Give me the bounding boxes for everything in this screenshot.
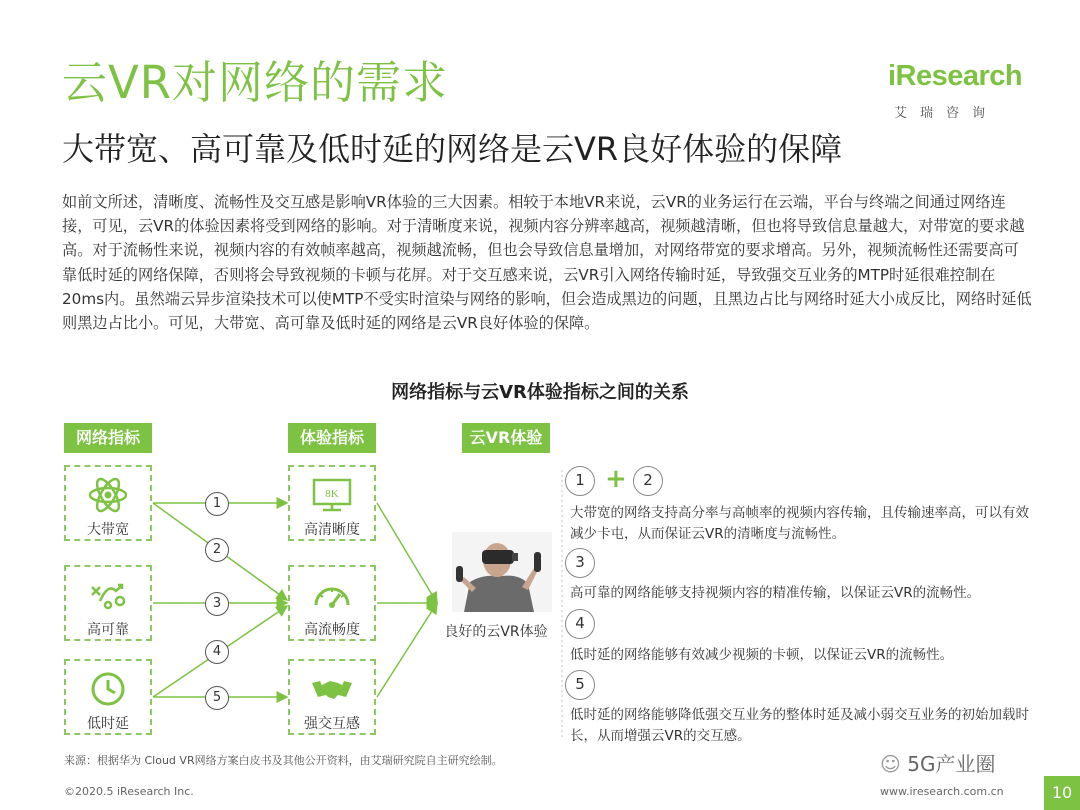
- experience-box-clarity: [288, 465, 376, 541]
- plus-icon: +: [605, 464, 627, 494]
- note-text-2: 高可靠的网络能够支持视频内容的精准传输，以保证云VR的流畅性。: [570, 585, 981, 601]
- network-label-latency: 低时延: [87, 716, 129, 732]
- body-paragraph: 如前文所述，清晰度、流畅性及交互感是影响VR体验的三大因素。相较于本地VR来说，云VR的业务运行在云端，平台与终端之间通过网络连接，可见，云VR的体验因素将受到网络的影响。对于清晰度来说，视频内容分辨率越高，视频越清晰，但也将导致信息量越大，对带宽的要求越高。对于流畅性来说，视频内容的有效帧率越高，视频越流畅，但也会导致信息量增加，对网络带宽的要求增高。另外，视频流畅性还需要高可靠低时延的网络保障，否则将会导致视频的卡顿与花屏。对于交互感来说，云VR引入网络传输时延，导致强交互业务的MTP时延很难控制在20ms内。虽然端云异步渲染技术可以使MTP不受实时渲染与网络的影响，但会造成黑边的问题，且黑边占比与网络时延大小成反比，网络时延低则黑边占比小。可见，大带宽、高可靠及低时延的网络是云VR良好体验的保障。: [62, 193, 1032, 333]
- note-text-1: 大带宽的网络支持高分率与高帧率的视频内容传输，且传输速率高，可以有效减少卡屯，从而保证云VR的清晰度与流畅性。: [570, 505, 1029, 542]
- link-exp1-line: [377, 503, 437, 603]
- copyright: ©2020.5 iResearch Inc.: [64, 785, 194, 798]
- logo-subtitle: 艾瑞咨询: [894, 106, 999, 121]
- page-number: 10: [1044, 776, 1080, 810]
- page-title: 云VR对网络的需求: [62, 56, 449, 109]
- note-circle-1: 1: [565, 466, 595, 496]
- note-text-3: 低时延的网络能够有效减少视频的卡顿，以保证云VR的流畅性。: [570, 647, 954, 663]
- experience-label-interaction: 强交互感: [304, 716, 360, 732]
- clock-icon: [86, 671, 130, 707]
- network-box-bandwidth: [64, 465, 152, 541]
- svg-text:8K: 8K: [325, 488, 339, 500]
- note-text-4: 低时延的网络能够降低强交互业务的整体时延及减小弱交互业务的初始加载时长，从而增强云VR的交互感。: [570, 707, 1029, 744]
- result-label: 良好的云VR体验: [444, 624, 548, 640]
- website-link: www.iresearch.com.cn: [880, 785, 1004, 798]
- note-circle-4: 4: [565, 609, 595, 639]
- shuffle-icon: [86, 577, 130, 613]
- experience-label-clarity: 高清晰度: [304, 522, 360, 538]
- network-header: 网络指标: [64, 423, 152, 453]
- diagram-title: 网络指标与云VR体验指标之间的关系: [391, 382, 689, 403]
- page-subtitle: 大带宽、高可靠及低时延的网络是云VR良好体验的保障: [62, 130, 843, 168]
- link-number-2: 2: [205, 538, 229, 562]
- link-exp3-line: [377, 603, 437, 697]
- experience-box-fluency: [288, 565, 376, 641]
- network-box-latency: [64, 659, 152, 735]
- vr-user-photo: [452, 532, 552, 612]
- link-number-5: 5: [205, 686, 229, 710]
- experience-box-interaction: [288, 659, 376, 735]
- speedometer-icon: [310, 577, 354, 613]
- handshake-icon: [310, 671, 354, 707]
- link-number-1: 1: [205, 492, 229, 516]
- link-number-3: 3: [205, 592, 229, 616]
- network-box-reliability: [64, 565, 152, 641]
- wechat-icon: ☺: [880, 752, 901, 776]
- experience-header: 体验指标: [288, 423, 376, 453]
- experience-label-fluency: 高流畅度: [304, 622, 360, 638]
- 8k-monitor-icon: [310, 477, 354, 513]
- watermark: ☺ 5G产业圈: [880, 752, 996, 776]
- cloud-vr-header: 云VR体验: [462, 423, 550, 453]
- link-number-4: 4: [205, 640, 229, 664]
- logo-wordmark: iResearch: [888, 60, 1023, 92]
- note-circle-2: 2: [633, 466, 663, 496]
- network-label-reliability: 高可靠: [87, 622, 129, 638]
- note-circle-5: 5: [565, 670, 595, 700]
- source-note: 来源：根据华为 Cloud VR网络方案白皮书及其他公开资料，由艾瑞研究院自主研究绘制。: [64, 754, 503, 767]
- atom-icon: [86, 477, 130, 513]
- network-label-bandwidth: 大带宽: [87, 522, 129, 538]
- note-circle-3: 3: [565, 548, 595, 578]
